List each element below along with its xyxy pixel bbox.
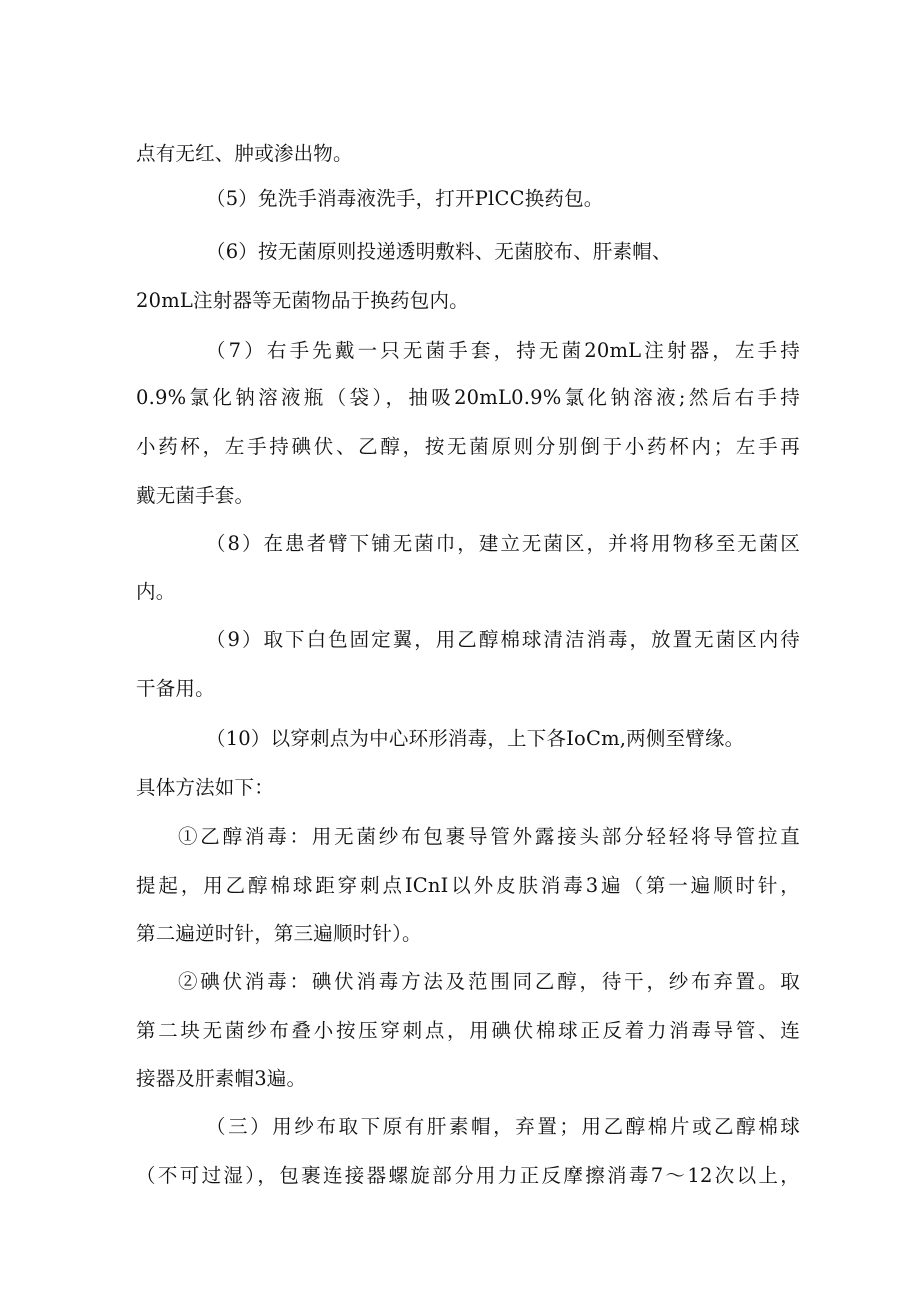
text-line-5: （7）右手先戴一只无菌手套，持无菌20mL注射器，左手持 — [206, 339, 800, 362]
text-line-22: （不可过湿），包裹连接器螺旋部分用力正反摩擦消毒7～12次以上， — [136, 1164, 800, 1187]
text-line-17: 第二遍逆时针，第三遍顺时针）。 — [136, 922, 422, 945]
text-line-4: 20mL注射器等无菌物品于换药包内。 — [136, 289, 469, 312]
text-line-19: 第二块无菌纱布叠小按压穿刺点，用碘伏棉球正反着力消毒导管、连 — [136, 1019, 800, 1042]
text-line-9: （8）在患者臂下铺无菌巾，建立无菌区，并将用物移至无菌区 — [206, 532, 800, 555]
text-line-2: （5）免洗手消毒液洗手，打开PlCC换药包。 — [206, 187, 604, 210]
text-line-1: 点有无红、肿或渗出物。 — [136, 142, 353, 165]
text-line-15: ①乙醇消毒：用无菌纱布包裹导管外露接头部分轻轻将导管拉直 — [178, 825, 800, 848]
text-line-3: （6）按无菌原则投递透明敷料、无菌胶布、肝素帽、 — [206, 240, 672, 263]
text-line-18: ②碘伏消毒：碘伏消毒方法及范围同乙醇，待干，纱布弃置。取 — [178, 970, 800, 993]
text-line-8: 戴无菌手套。 — [136, 484, 255, 507]
text-line-10: 内。 — [136, 580, 176, 603]
text-line-14: 具体方法如下： — [136, 776, 274, 799]
text-line-21: （三）用纱布取下原有肝素帽，弃置；用乙醇棉片或乙醇棉球 — [206, 1115, 800, 1138]
text-line-6: 0.9%氯化钠溶液瓶（袋），抽吸20mL0.9%氯化钠溶液;然后右手持 — [136, 386, 800, 409]
text-line-13: （10）以穿刺点为中心环形消毒，上下各IoCm,两侧至臂缘。 — [206, 727, 745, 750]
text-line-16: 提起，用乙醇棉球距穿刺点ICnI以外皮肤消毒3遍（第一遍顺时针， — [136, 874, 800, 897]
text-line-7: 小药杯，左手持碘伏、乙醇，按无菌原则分别倒于小药杯内；左手再 — [136, 435, 800, 458]
text-line-20: 接器及肝素帽3遍。 — [136, 1067, 307, 1090]
text-line-12: 干备用。 — [136, 677, 215, 700]
text-line-11: （9）取下白色固定翼，用乙醇棉球清洁消毒，放置无菌区内待 — [206, 628, 800, 651]
